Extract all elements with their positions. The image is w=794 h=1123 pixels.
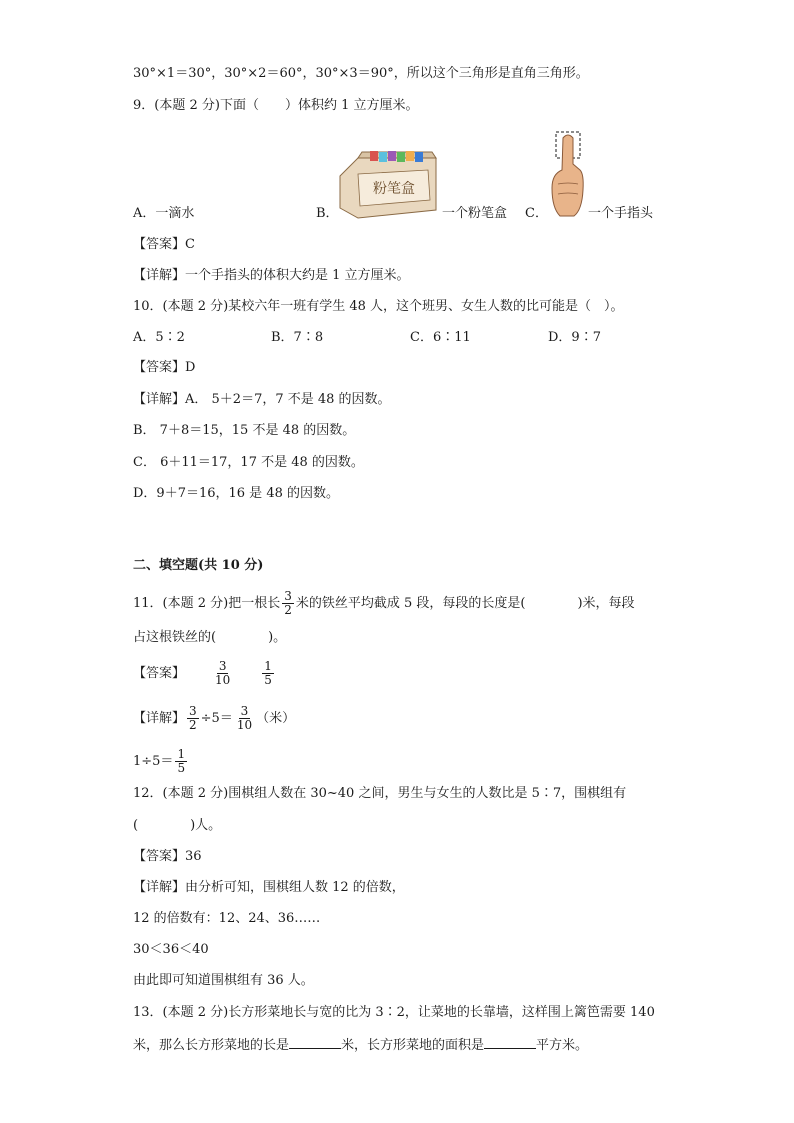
fraction-numerator: 3 — [218, 659, 227, 673]
q10-option-a: A．5∶2 — [133, 330, 185, 345]
q9-option-b-suffix: 一个粉笔盒 — [442, 206, 508, 221]
q11-stem — [133, 590, 635, 617]
q11-explain — [133, 705, 295, 732]
q9-option-c-suffix: 一个手指头 — [588, 206, 654, 221]
q12-stem: 12．(本题 2 分)围棋组人数在 30~40 之间，男生与女生的人数比是 5∶7，围棋组有 — [133, 786, 627, 801]
q10-explain-b: B． 7＋8＝15，15 不是 48 的因数。 — [133, 423, 356, 438]
q9-explain: 【详解】一个手指头的体积大约是 1 立方厘米。 — [133, 268, 410, 283]
q13-line2-c: 平方米。 — [536, 1038, 589, 1053]
q9-option-a: A．一滴水 — [133, 206, 195, 221]
q11-answer-fraction-2 — [262, 660, 274, 687]
q13-line2-b: 米，长方形菜地的面积是 — [341, 1038, 485, 1053]
q10-explain-a: 【详解】A． 5＋2＝7，7 不是 48 的因数。 — [133, 392, 391, 407]
q11-stem-b: 米的铁丝平均截成 5 段，每段的长度是( )米，每段 — [295, 596, 635, 611]
q10-option-d: D．9∶7 — [548, 330, 601, 345]
q11-explain-2-prefix: 1÷5＝ — [133, 754, 174, 769]
fraction-denominator: 5 — [264, 673, 272, 687]
q9-option-c-prefix: C． — [525, 206, 548, 221]
fraction-numerator: 1 — [264, 659, 272, 673]
fraction-numerator: 3 — [189, 704, 197, 718]
fraction-denominator: 5 — [177, 761, 186, 775]
q10-stem: 10．(本题 2 分)某校六年一班有学生 48 人，这个班男、女生人数的比可能是（ ）。 — [133, 299, 624, 314]
q11-explain-fraction-2 — [235, 705, 254, 732]
q11-length-fraction — [282, 590, 294, 617]
q13-stem-line2 — [133, 1034, 588, 1056]
q12-explain-4: 由此即可知道围棋组有 36 人。 — [133, 973, 314, 988]
q10-option-c: C．6∶11 — [410, 330, 471, 345]
q10-explain-c: C． 6＋11＝17，17 不是 48 的因数。 — [133, 455, 364, 470]
q11-answer-fraction-1 — [213, 660, 232, 687]
q11-explain-unit: （米） — [256, 711, 296, 726]
q9-answer: 【答案】C — [133, 237, 195, 252]
q11-answer-label: 【答案】 — [133, 666, 186, 681]
fraction-denominator: 2 — [284, 603, 292, 617]
q10-option-b: B．7∶8 — [271, 330, 324, 345]
q13-area-blank[interactable] — [484, 1034, 536, 1049]
chalk-box-label: 粉笔盒 — [373, 181, 415, 197]
q12-stem-line2: ( )人。 — [133, 818, 222, 833]
fraction-denominator: 10 — [236, 718, 253, 732]
q11-explain-2 — [133, 748, 189, 775]
q11-explain-op: ÷5＝ — [200, 711, 233, 726]
q12-explain-1: 【详解】由分析可知，围棋组人数 12 的倍数， — [133, 880, 405, 895]
finger-illustration — [550, 130, 586, 220]
q8-explain-continued: 30°×1＝30°，30°×2＝60°，30°×3＝90°，所以这个三角形是直角三角形。 — [133, 66, 589, 81]
q12-explain-2: 12 的倍数有：12、24、36…… — [133, 911, 321, 926]
q12-explain-3: 30＜36＜40 — [133, 942, 209, 957]
q12-answer: 【答案】36 — [133, 849, 202, 864]
q13-line2-a: 米，那么长方形菜地的长是 — [133, 1038, 290, 1053]
q11-stem-line2: 占这根铁丝的( )。 — [133, 630, 287, 645]
q10-answer: 【答案】D — [133, 360, 196, 375]
q9-stem: 9．(本题 2 分)下面（ ）体积约 1 立方厘米。 — [133, 98, 419, 113]
q10-explain-d: D．9＋7＝16，16 是 48 的因数。 — [133, 486, 339, 501]
q13-stem: 13．(本题 2 分)长方形菜地长与宽的比为 3∶2，让菜地的长靠墙，这样围上篱笆需要 140 — [133, 1005, 655, 1020]
fraction-denominator: 10 — [215, 673, 231, 687]
q11-explain-fraction-1 — [187, 705, 199, 732]
fraction-denominator: 2 — [189, 718, 197, 732]
chalk-box-illustration — [336, 148, 440, 220]
q13-length-blank[interactable] — [289, 1034, 341, 1049]
fraction-numerator: 3 — [240, 704, 249, 718]
q9-option-b-prefix: B． — [316, 206, 339, 221]
fraction-numerator: 1 — [177, 747, 186, 761]
q11-stem-a: 11．(本题 2 分)把一根长 — [133, 596, 281, 611]
q11-explain-2-fraction — [175, 748, 187, 775]
section-title: 二、填空题(共 10 分) — [133, 558, 264, 573]
fraction-numerator: 3 — [284, 589, 292, 603]
q11-explain-label: 【详解】 — [133, 711, 186, 726]
q11-answer — [133, 660, 276, 687]
